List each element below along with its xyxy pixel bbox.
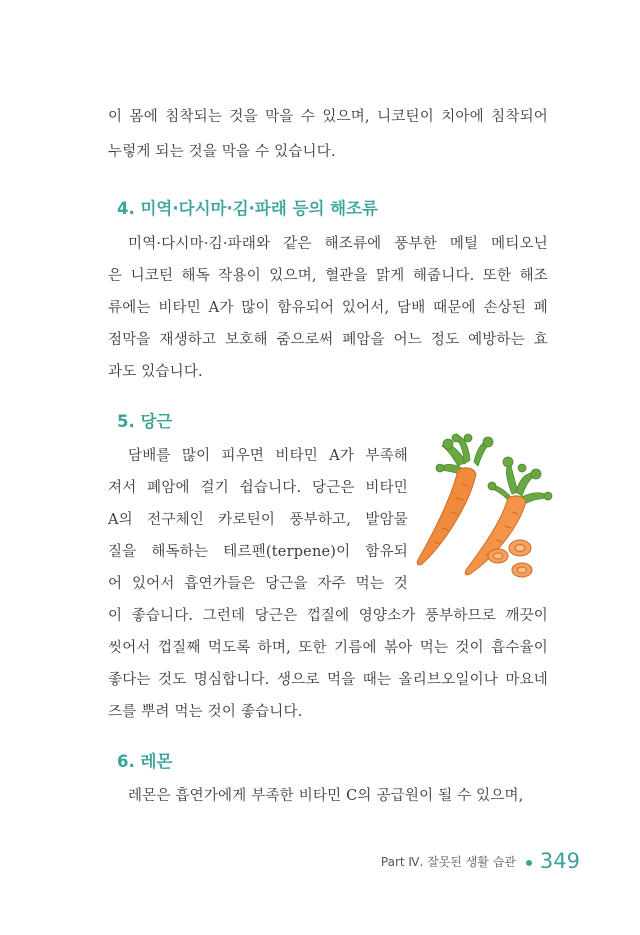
part-label: Part Ⅳ. 잘못된 생활 습관 <box>380 855 516 869</box>
body-line: 담배를 많이 피우면 비타민 A가 부족해 <box>128 448 408 464</box>
bullet-dot-icon <box>526 860 532 866</box>
page-number: 349 <box>539 849 580 873</box>
intro-line-2: 누렇게 되는 것을 막을 수 있습니다. <box>108 144 336 160</box>
body-line: 레몬은 흡연가에게 부족한 비타민 C의 공급원이 될 수 있으며, <box>128 788 524 804</box>
carrot-illustration <box>408 432 558 582</box>
body-line: 점막을 재생하고 보호해 줌으로써 폐암을 어느 정도 예방하는 효 <box>108 332 548 348</box>
section-heading-lemon: 6. 레몬 <box>117 752 173 771</box>
body-line: 류에는 비타민 A가 많이 함유되어 있어서, 담배 때문에 손상된 폐 <box>108 300 548 316</box>
body-line: 이 좋습니다. 그런데 당근은 껍질에 영양소가 풍부하므로 깨끗이 <box>108 608 548 624</box>
page-footer <box>381 849 580 873</box>
body-line: 즈를 뿌려 먹는 것이 좋습니다. <box>108 704 303 720</box>
body-line: 은 니코틴 해독 작용이 있으며, 혈관을 맑게 해줍니다. 또한 해조 <box>108 268 548 284</box>
body-line: 져서 폐암에 걸기 쉽습니다. 당근은 비타민 <box>108 480 408 496</box>
body-line: A의 전구체인 카로틴이 풍부하고, 발암물 <box>108 512 408 528</box>
body-line: 씻어서 껍질째 먹도록 하며, 또한 기름에 볶아 먹는 것이 흡수율이 <box>108 640 548 656</box>
body-line: 질을 해독하는 테르펜(terpene)이 함유되 <box>108 544 408 560</box>
body-line: 과도 있습니다. <box>108 364 203 380</box>
section-heading-carrot: 5. 당근 <box>117 412 173 431</box>
body-line: 어 있어서 흡연가들은 당근을 자주 먹는 것 <box>108 576 408 592</box>
body-line: 미역·다시마·김·파래와 같은 해조류에 풍부한 메틸 메티오닌 <box>128 236 548 252</box>
section-heading-seaweed: 4. 미역·다시마·김·파래 등의 해조류 <box>117 199 378 218</box>
intro-line-1: 이 몸에 침착되는 것을 막을 수 있으며, 니코틴이 치아에 침착되어 <box>108 109 548 125</box>
body-line: 좋다는 것도 명심합니다. 생으로 먹을 때는 올리브오일이나 마요네 <box>108 672 548 688</box>
